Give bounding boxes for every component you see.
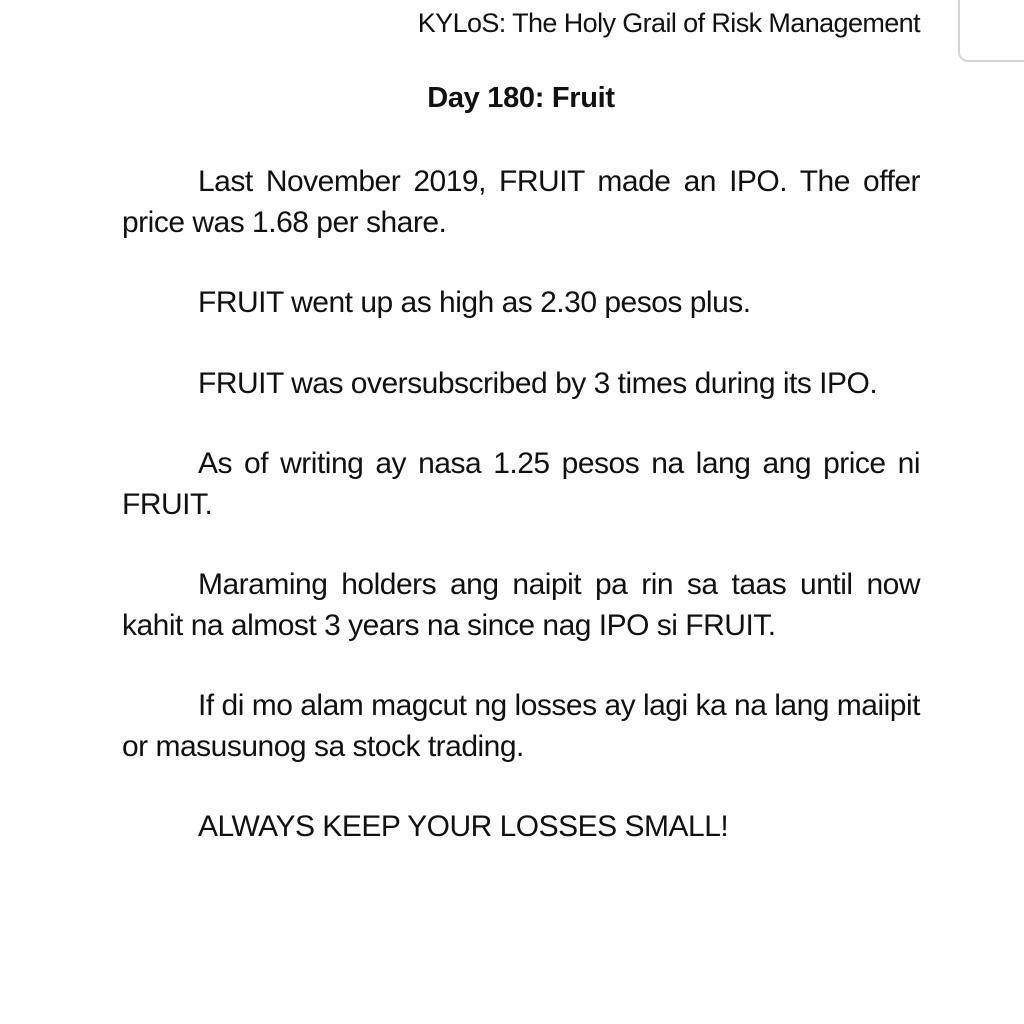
- chapter-title: Day 180: Fruit: [427, 82, 615, 114]
- running-header: KYLoS: The Holy Grail of Risk Management: [417, 8, 920, 38]
- paragraph: If di mo alam magcut ng losses ay lagi ka na lang maiipit or masusunog sa stock trading.: [122, 689, 920, 763]
- paragraph: As of writing ay nasa 1.25 pesos na lang ang price ni FRUIT.: [122, 447, 920, 521]
- adjacent-page-edge: [958, 0, 1024, 62]
- paragraph: FRUIT went up as high as 2.30 pesos plus.: [198, 286, 751, 319]
- paragraph: ALWAYS KEEP YOUR LOSSES SMALL!: [198, 810, 729, 843]
- paragraph: Maraming holders ang naipit pa rin sa taas until now kahit na almost 3 years na since nag IPO si FRUIT.: [122, 568, 920, 642]
- paragraph: FRUIT was oversubscribed by 3 times during its IPO.: [198, 366, 878, 400]
- body-text: [122, 162, 920, 848]
- paragraph: Last November 2019, FRUIT made an IPO. The offer price was 1.68 per share.: [122, 165, 920, 239]
